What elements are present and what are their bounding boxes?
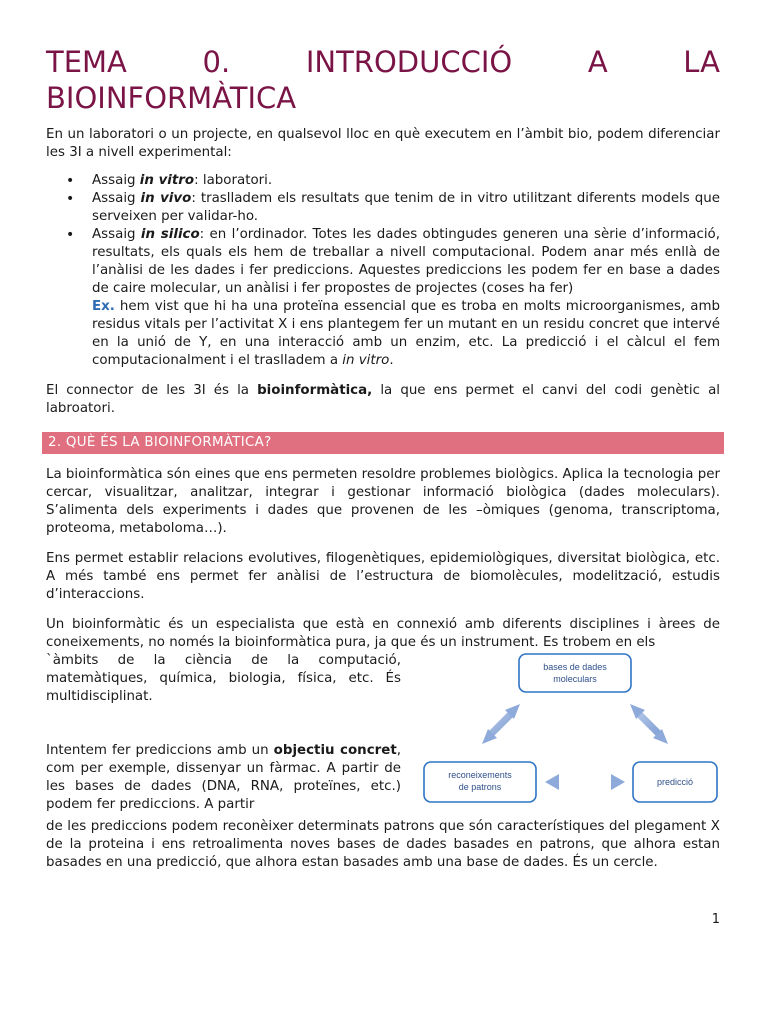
node-label: reconeixements (448, 770, 512, 780)
bullet-prefix: Assaig (92, 227, 141, 242)
assay-term: in vitro (139, 173, 195, 188)
list-item (92, 172, 720, 190)
section-heading: 2. QUÈ ÉS LA BIOINFORMÀTICA? (42, 432, 724, 454)
connector-pre: El connector de les 3I és la (46, 383, 258, 398)
title-line-2: BIOINFORMÀTICA (46, 81, 297, 115)
predictions-pre: Intentem fer prediccions amb un (46, 743, 274, 758)
title-word: 0. (202, 45, 231, 79)
title-word: A (587, 45, 608, 79)
assay-term: in silico (140, 227, 200, 242)
connector-bold: bioinformàtica, (257, 383, 373, 398)
list-item (92, 190, 720, 226)
title-word: INTRODUCCIÓ (305, 45, 513, 79)
paragraph-disciplines: `àmbits de la ciència de la computació, matemàtiques, química, biologia, física, etc. És multidisciplinat. (46, 653, 401, 704)
example-text: hem vist que hi ha una proteïna essencial que es troba en molts microorganismes, amb residus vitals per l’activitat X i ens plantegem fer un mutant en un residu concret que intervé en la unió de Y, en una interacció amb un enzim, etc. La predicció i el càlcul el fem computacionalment i el traslladem a (92, 299, 720, 368)
example-end: . (389, 353, 394, 368)
text-with-diagram (46, 652, 720, 818)
node-label: de patrons (458, 782, 502, 792)
bullet-prefix: Assaig (92, 173, 140, 188)
page-title (46, 44, 720, 116)
predictions-bold: objectiu concret (273, 743, 397, 758)
node-label: moleculars (553, 674, 597, 684)
paragraph-predictions (46, 742, 401, 814)
node-pattern-recognition (424, 762, 536, 802)
document-page (46, 44, 720, 872)
title-word: TEMA (46, 45, 127, 79)
paragraph-specialist: Un bioinformàtic és un especialista que està en connexió amb diferents disciplines i àrees de coneixements, no només la bioinformàtica pura, ja que és un instrument. Es trobem en els (46, 617, 720, 650)
node-prediction (633, 762, 717, 802)
assay-list (46, 172, 720, 370)
arrow-horizontal-icon (545, 774, 625, 790)
list-item (92, 226, 720, 370)
bullet-text: : en l’ordinador. Totes les dades obtingudes generen una sèrie d’informació, resultats, els quals els hem de treballar a nivell computacional. Podem anar més enllà de l’anàlisi de les dades i fer prediccions. Aquestes prediccions les podem fer en base a dades de caire molecular, un anàlisi i fer propostes de projectes (coses ha fer) (92, 227, 720, 296)
connector-post: la que ens permet el canvi del codi genètic al labroatori. (46, 383, 721, 416)
paragraph-relations: Ens permet establir relacions evolutives, filogenètiques, epidemiològiques, diversitat biològica, etc. A més també ens permet fer anàlisi de l’estructura de biomolècules, modelització, estudis d’interaccions. (46, 551, 720, 602)
connector-paragraph (46, 382, 720, 418)
title-word: LA (683, 45, 720, 79)
left-column (46, 652, 401, 814)
arrow-left-diagonal-icon (482, 704, 520, 744)
title-line-1 (46, 44, 720, 80)
paragraph-cycle: de les prediccions podem reconèixer determinats patrons que són característiques del plegament X de la proteina i ens retroalimenta noves bases de dades basades en patrons, que alhora estan basades en una predicció, que alhora estan basades amb una base de dades. És un cercle. (46, 819, 720, 870)
bullet-prefix: Assaig (92, 191, 141, 206)
arrow-right-diagonal-icon (630, 704, 668, 744)
page-number: 1 (711, 912, 720, 927)
example-label: Ex. (92, 299, 115, 314)
bullet-text: : traslladem els resultats que tenim de in vitro utilitzant diferents models que serveixen per validar-ho. (92, 191, 720, 224)
node-label: bases de dades (543, 662, 607, 672)
intro-paragraph: En un laboratori o un projecte, en qualsevol lloc en què executem en l’àmbit bio, podem diferenciar les 3I a nivell experimental: (46, 127, 720, 160)
assay-term: in vivo (140, 191, 192, 206)
cycle-diagram (421, 652, 721, 818)
paragraph-definition: La bioinformàtica són eines que ens permeten resoldre problemes biològics. Aplica la tecnologia per cercar, visualitzar, analitzar, integrar i gestionar informació biològica (dades moleculars). S’alimenta dels experiments i dades que provenen de les –òmiques (genoma, transcriptoma, proteoma, metaboloma…). (46, 467, 720, 536)
example-italic: in vitro (342, 353, 390, 368)
bullet-text: : laboratori. (194, 173, 273, 188)
predictions-post: , com per exemple, dissenyar un fàrmac. A partir de les bases de dades (DNA, RNA, proteïnes, etc.) podem fer prediccions. A partir (46, 743, 401, 812)
node-label: predicció (656, 777, 694, 787)
node-databases (519, 654, 631, 692)
